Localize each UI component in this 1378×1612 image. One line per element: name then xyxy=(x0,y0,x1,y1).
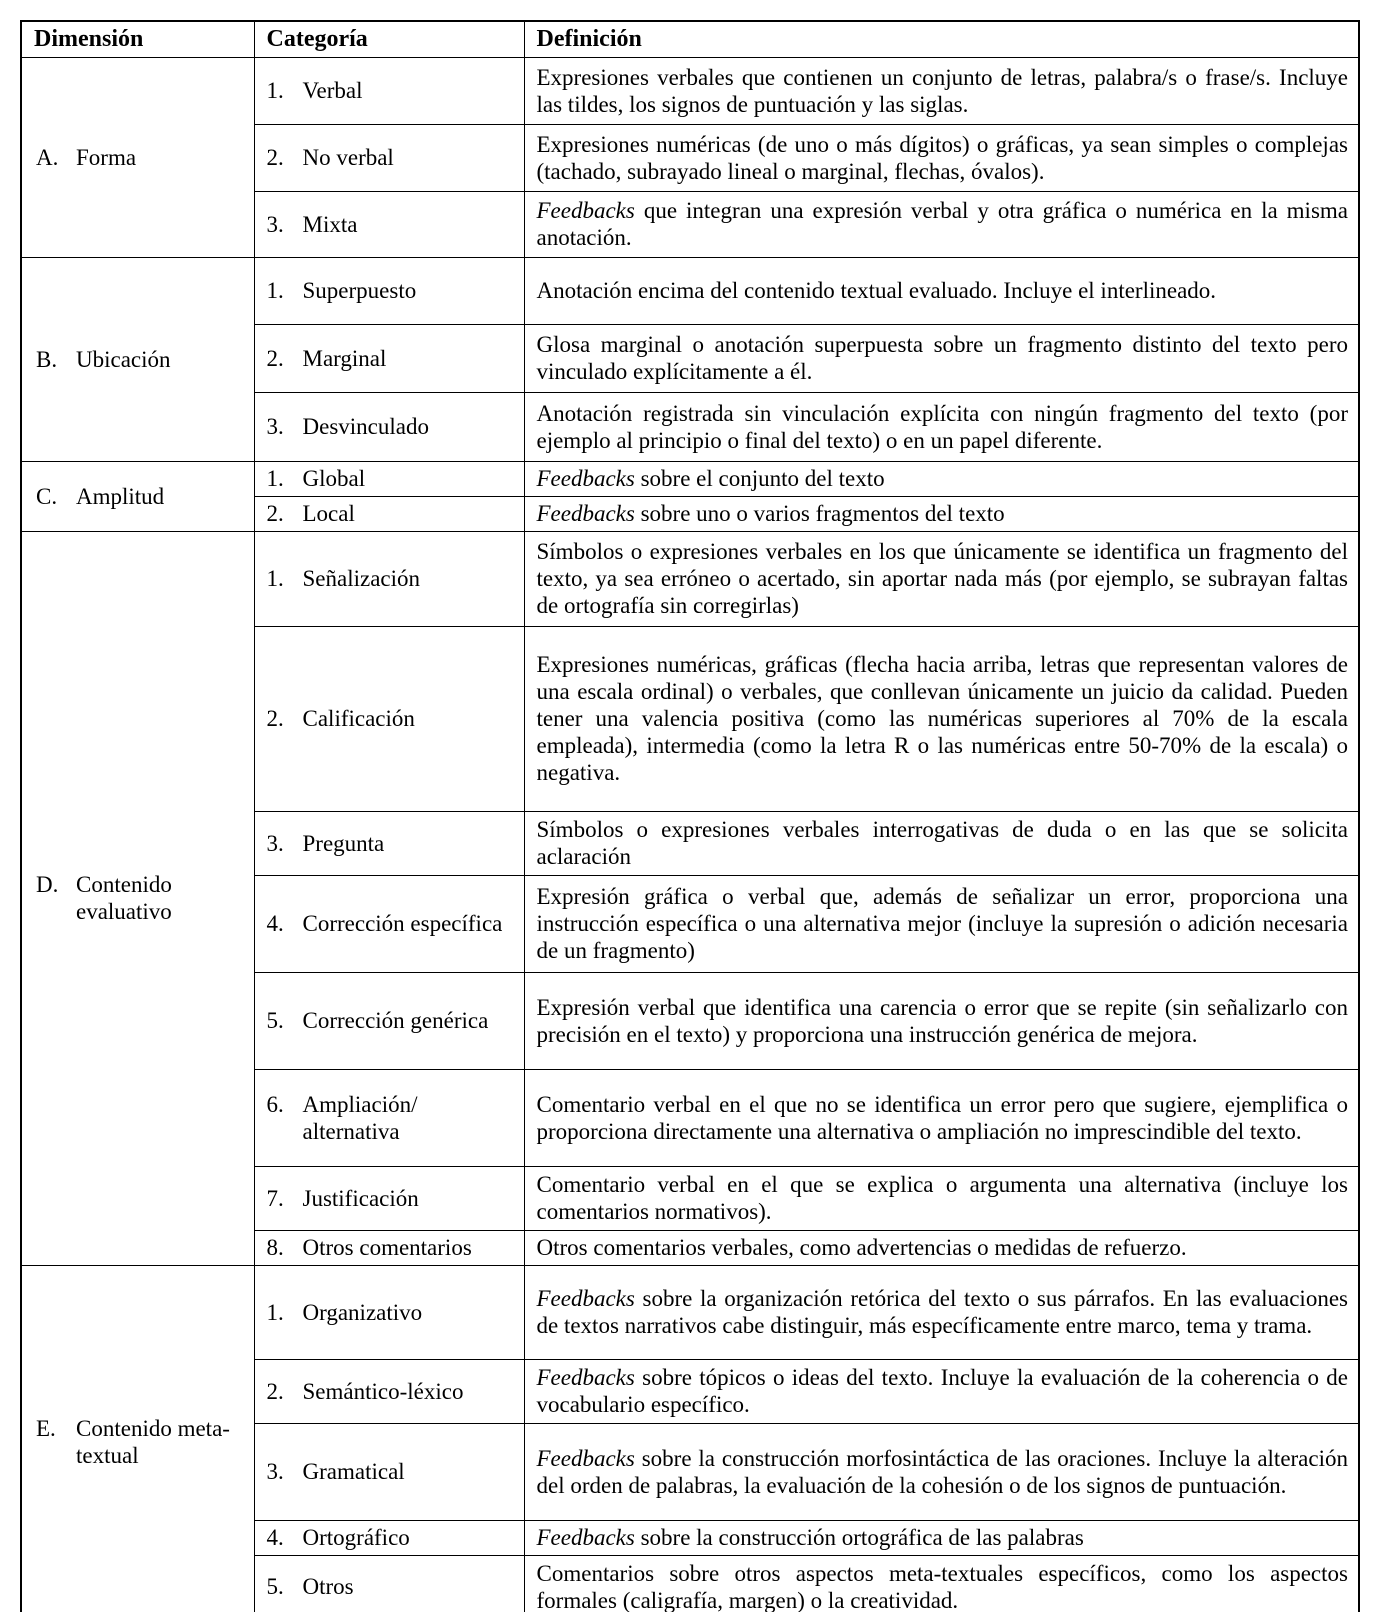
category-number: 7. xyxy=(266,1185,284,1211)
definition-text: Símbolos o expresiones verbales interrogativas de duda o en las que se solicita aclaración xyxy=(536,817,1348,869)
category-item xyxy=(267,277,514,304)
category-number: 1. xyxy=(266,78,284,103)
category-cell xyxy=(254,497,524,532)
category-number: 3. xyxy=(266,211,284,237)
definition-text: Expresión gráfica o verbal que, además de señalizar un error, proporciona una instrucción específica o una alternativa mejor (incluye la supresión o adición necesaria de un fragmento) xyxy=(536,884,1348,963)
definition-cell xyxy=(524,58,1359,125)
category-number: 1. xyxy=(266,278,284,303)
table-row xyxy=(21,1266,1359,1360)
definition-cell xyxy=(524,876,1359,973)
definition-cell xyxy=(524,532,1359,627)
dimension-cell-c xyxy=(21,462,254,532)
definition-text: Expresiones numéricas (de uno o más dígitos) o gráficas, ya sean simples o complejas (tachado, subrayado lineal o marginal, flechas, óvalos). xyxy=(536,131,1348,184)
definition-italic-term: Feedbacks xyxy=(536,1365,635,1390)
category-cell xyxy=(254,1266,524,1360)
dimension-name: Contenido meta-textual xyxy=(76,1415,230,1468)
dimension-cell-b xyxy=(21,258,254,462)
category-item xyxy=(267,144,514,171)
category-number: 6. xyxy=(266,1091,284,1117)
category-item xyxy=(267,830,514,857)
category-label: Superpuesto xyxy=(302,278,417,303)
category-number: 4. xyxy=(266,1525,284,1550)
category-item xyxy=(267,1524,514,1551)
category-cell xyxy=(254,58,524,125)
dimension-name: Amplitud xyxy=(76,483,165,509)
category-cell xyxy=(254,1521,524,1556)
category-cell xyxy=(254,532,524,627)
dimension-letter: A. xyxy=(36,144,59,170)
definition-cell xyxy=(524,462,1359,497)
category-label: Otros xyxy=(302,1574,354,1600)
category-label: Local xyxy=(302,501,355,526)
category-number: 5. xyxy=(266,1574,284,1600)
category-label: Ortográfico xyxy=(302,1525,410,1550)
category-cell xyxy=(254,1167,524,1231)
category-number: 2. xyxy=(266,1378,284,1404)
category-cell xyxy=(254,325,524,393)
definition-text: Expresión verbal que identifica una carencia o error que se repite (sin señalizarlo con precisión en el texto) y proporciona una instrucción genérica de mejora. xyxy=(536,994,1348,1047)
category-label: Organizativo xyxy=(302,1299,423,1325)
category-cell xyxy=(254,1424,524,1521)
category-number: 2. xyxy=(266,706,284,731)
definition-cell xyxy=(524,393,1359,462)
category-item xyxy=(267,1234,514,1261)
definition-text: Comentario verbal en el que no se identifica un error pero que sugiere, ejemplifica o proporciona directamente una alternativa o ampliación no imprescindible del texto. xyxy=(536,1091,1348,1144)
category-label: No verbal xyxy=(302,145,394,170)
definition-cell xyxy=(524,192,1359,258)
category-item xyxy=(267,465,514,492)
category-label: Ampliación/ alternativa xyxy=(302,1091,418,1144)
column-header-definicion: Definición xyxy=(524,21,1359,58)
definition-text: Expresiones verbales que contienen un conjunto de letras, palabra/s o frase/s. Incluye las tildes, los signos de puntuación y las siglas. xyxy=(536,64,1348,117)
definition-cell xyxy=(524,1360,1359,1424)
definition-cell xyxy=(524,1167,1359,1231)
category-number: 5. xyxy=(266,1008,284,1033)
definition-cell xyxy=(524,1556,1359,1612)
category-cell xyxy=(254,1360,524,1424)
category-label: Corrección genérica xyxy=(302,1008,489,1033)
category-item xyxy=(267,345,514,372)
dimension-letter: E. xyxy=(36,1415,56,1441)
dimension-name: Ubicación xyxy=(76,346,171,372)
category-label: Corrección específica xyxy=(302,911,503,936)
category-label: Calificación xyxy=(302,706,415,731)
category-number: 8. xyxy=(266,1235,284,1260)
column-header-categoria: Categoría xyxy=(254,21,524,58)
definition-text: Otros comentarios verbales, como advertencias o medidas de refuerzo. xyxy=(536,1235,1187,1260)
category-cell xyxy=(254,1556,524,1612)
category-label: Otros comentarios xyxy=(302,1235,472,1260)
definition-text: sobre la construcción ortográfica de las palabras xyxy=(634,1525,1084,1550)
category-label: Justificación xyxy=(302,1185,419,1211)
definition-cell xyxy=(524,497,1359,532)
category-cell xyxy=(254,125,524,192)
category-label: Global xyxy=(302,466,366,491)
dimension-name: Forma xyxy=(76,144,137,170)
definition-cell xyxy=(524,258,1359,325)
category-label: Pregunta xyxy=(302,830,385,856)
category-cell xyxy=(254,876,524,973)
dimension-cell-a xyxy=(21,58,254,258)
definition-cell xyxy=(524,973,1359,1070)
dimension-cell-d xyxy=(21,532,254,1266)
category-number: 3. xyxy=(266,830,284,856)
category-item xyxy=(267,211,514,238)
definition-italic-term: Feedbacks xyxy=(536,1286,635,1311)
category-cell xyxy=(254,627,524,812)
definition-text: Anotación registrada sin vinculación explícita con ningún fragmento del texto (por ejemplo al principio o final del texto) o en un papel diferente. xyxy=(536,400,1348,453)
category-number: 1. xyxy=(266,466,284,491)
category-item xyxy=(267,565,514,592)
category-cell xyxy=(254,1231,524,1266)
definition-cell xyxy=(524,812,1359,876)
category-item xyxy=(267,1573,514,1600)
definition-text: sobre la organización retórica del texto o sus párrafos. En las evaluaciones de textos narrativos cabe distinguir, más específicamente entre marco, tema y trama. xyxy=(536,1286,1348,1338)
table-row xyxy=(21,58,1359,125)
definition-text: Glosa marginal o anotación superpuesta sobre un fragmento distinto del texto pero vinculado explícitamente a él. xyxy=(536,332,1348,384)
category-number: 1. xyxy=(266,566,284,591)
category-item xyxy=(267,413,514,440)
category-label: Verbal xyxy=(302,78,363,103)
category-item xyxy=(267,910,514,937)
definition-cell xyxy=(524,1070,1359,1167)
category-number: 2. xyxy=(266,501,284,526)
category-label: Desvinculado xyxy=(302,414,429,439)
dimension-letter: B. xyxy=(36,346,58,372)
dimension-label xyxy=(36,144,244,171)
definition-italic-term: Feedbacks xyxy=(536,501,635,526)
column-header-dimension: Dimensión xyxy=(21,21,254,58)
category-label: Mixta xyxy=(302,211,358,237)
category-item xyxy=(267,705,514,732)
category-label: Marginal xyxy=(302,345,387,371)
category-cell xyxy=(254,393,524,462)
definition-italic-term: Feedbacks xyxy=(536,198,635,223)
category-number: 2. xyxy=(266,145,284,170)
category-label: Semántico-léxico xyxy=(302,1378,464,1404)
definition-text: Comentarios sobre otros aspectos meta-textuales específicos, como los aspectos formales (caligrafía, margen) o la creatividad. xyxy=(536,1560,1348,1612)
table-row xyxy=(21,258,1359,325)
category-item xyxy=(267,1185,514,1212)
definition-cell xyxy=(524,627,1359,812)
category-item xyxy=(267,500,514,527)
header-row xyxy=(21,21,1359,58)
category-number: 1. xyxy=(266,1299,284,1325)
category-cell xyxy=(254,192,524,258)
category-item xyxy=(267,1458,514,1485)
category-number: 3. xyxy=(266,1459,284,1484)
definition-cell xyxy=(524,125,1359,192)
category-item xyxy=(267,1091,514,1145)
table-row xyxy=(21,532,1359,627)
definition-text: Comentario verbal en el que se explica o argumenta una alternativa (incluye los comentarios normativos). xyxy=(536,1172,1348,1224)
definition-text: Anotación encima del contenido textual evaluado. Incluye el interlineado. xyxy=(536,278,1217,303)
definition-cell xyxy=(524,1424,1359,1521)
category-cell xyxy=(254,812,524,876)
definition-text: sobre la construcción morfosintáctica de las oraciones. Incluye la alteración del orden de palabras, la evaluación de la cohesión o de los signos de puntuación. xyxy=(536,1445,1348,1498)
category-number: 3. xyxy=(266,414,284,439)
definition-cell xyxy=(524,325,1359,393)
dimension-label xyxy=(36,346,244,373)
table-row xyxy=(21,462,1359,497)
category-cell xyxy=(254,973,524,1070)
dimension-label xyxy=(36,483,244,510)
definition-text: sobre tópicos o ideas del texto. Incluye la evaluación de la coherencia o de vocabulario específico. xyxy=(536,1365,1348,1417)
dimension-cell-e xyxy=(21,1266,254,1612)
definition-text: que integran una expresión verbal y otra gráfica o numérica en la misma anotación. xyxy=(536,198,1348,250)
category-label: Señalización xyxy=(302,566,421,591)
category-cell xyxy=(254,462,524,497)
dimension-label xyxy=(36,871,244,925)
definition-cell xyxy=(524,1231,1359,1266)
definition-text: sobre uno o varios fragmentos del texto xyxy=(634,501,1005,526)
category-number: 2. xyxy=(266,345,284,371)
definition-text: Símbolos o expresiones verbales en los que únicamente se identifica un fragmento del texto, ya sea erróneo o acertado, sin aportar nada más (por ejemplo, se subrayan faltas de ortografía sin corregirlas) xyxy=(536,539,1348,618)
category-item xyxy=(267,1299,514,1326)
category-number: 4. xyxy=(266,911,284,936)
category-item xyxy=(267,1007,514,1034)
definition-text: sobre el conjunto del texto xyxy=(634,466,885,491)
definition-italic-term: Feedbacks xyxy=(536,1445,635,1471)
definition-text: Expresiones numéricas, gráficas (flecha hacia arriba, letras que representan valores de una escala ordinal) o verbales, que conllevan únicamente un juicio da calidad. Pueden tener una valencia positiva (como las numéricas superiores al 70% de la escala empleada), intermedia (como la letra R o las numéricas entre 50-70% de la escala) o negativa. xyxy=(536,652,1348,785)
feedback-coding-table xyxy=(20,20,1360,1612)
category-item xyxy=(267,77,514,104)
category-cell xyxy=(254,258,524,325)
category-cell xyxy=(254,1070,524,1167)
definition-cell xyxy=(524,1266,1359,1360)
dimension-letter: C. xyxy=(36,483,58,509)
dimension-name: Contenido evaluativo xyxy=(76,872,172,924)
definition-italic-term: Feedbacks xyxy=(536,466,635,491)
definition-cell xyxy=(524,1521,1359,1556)
dimension-label xyxy=(36,1415,244,1469)
category-item xyxy=(267,1378,514,1405)
category-label: Gramatical xyxy=(302,1459,405,1484)
dimension-letter: D. xyxy=(36,872,59,897)
definition-italic-term: Feedbacks xyxy=(536,1525,635,1550)
